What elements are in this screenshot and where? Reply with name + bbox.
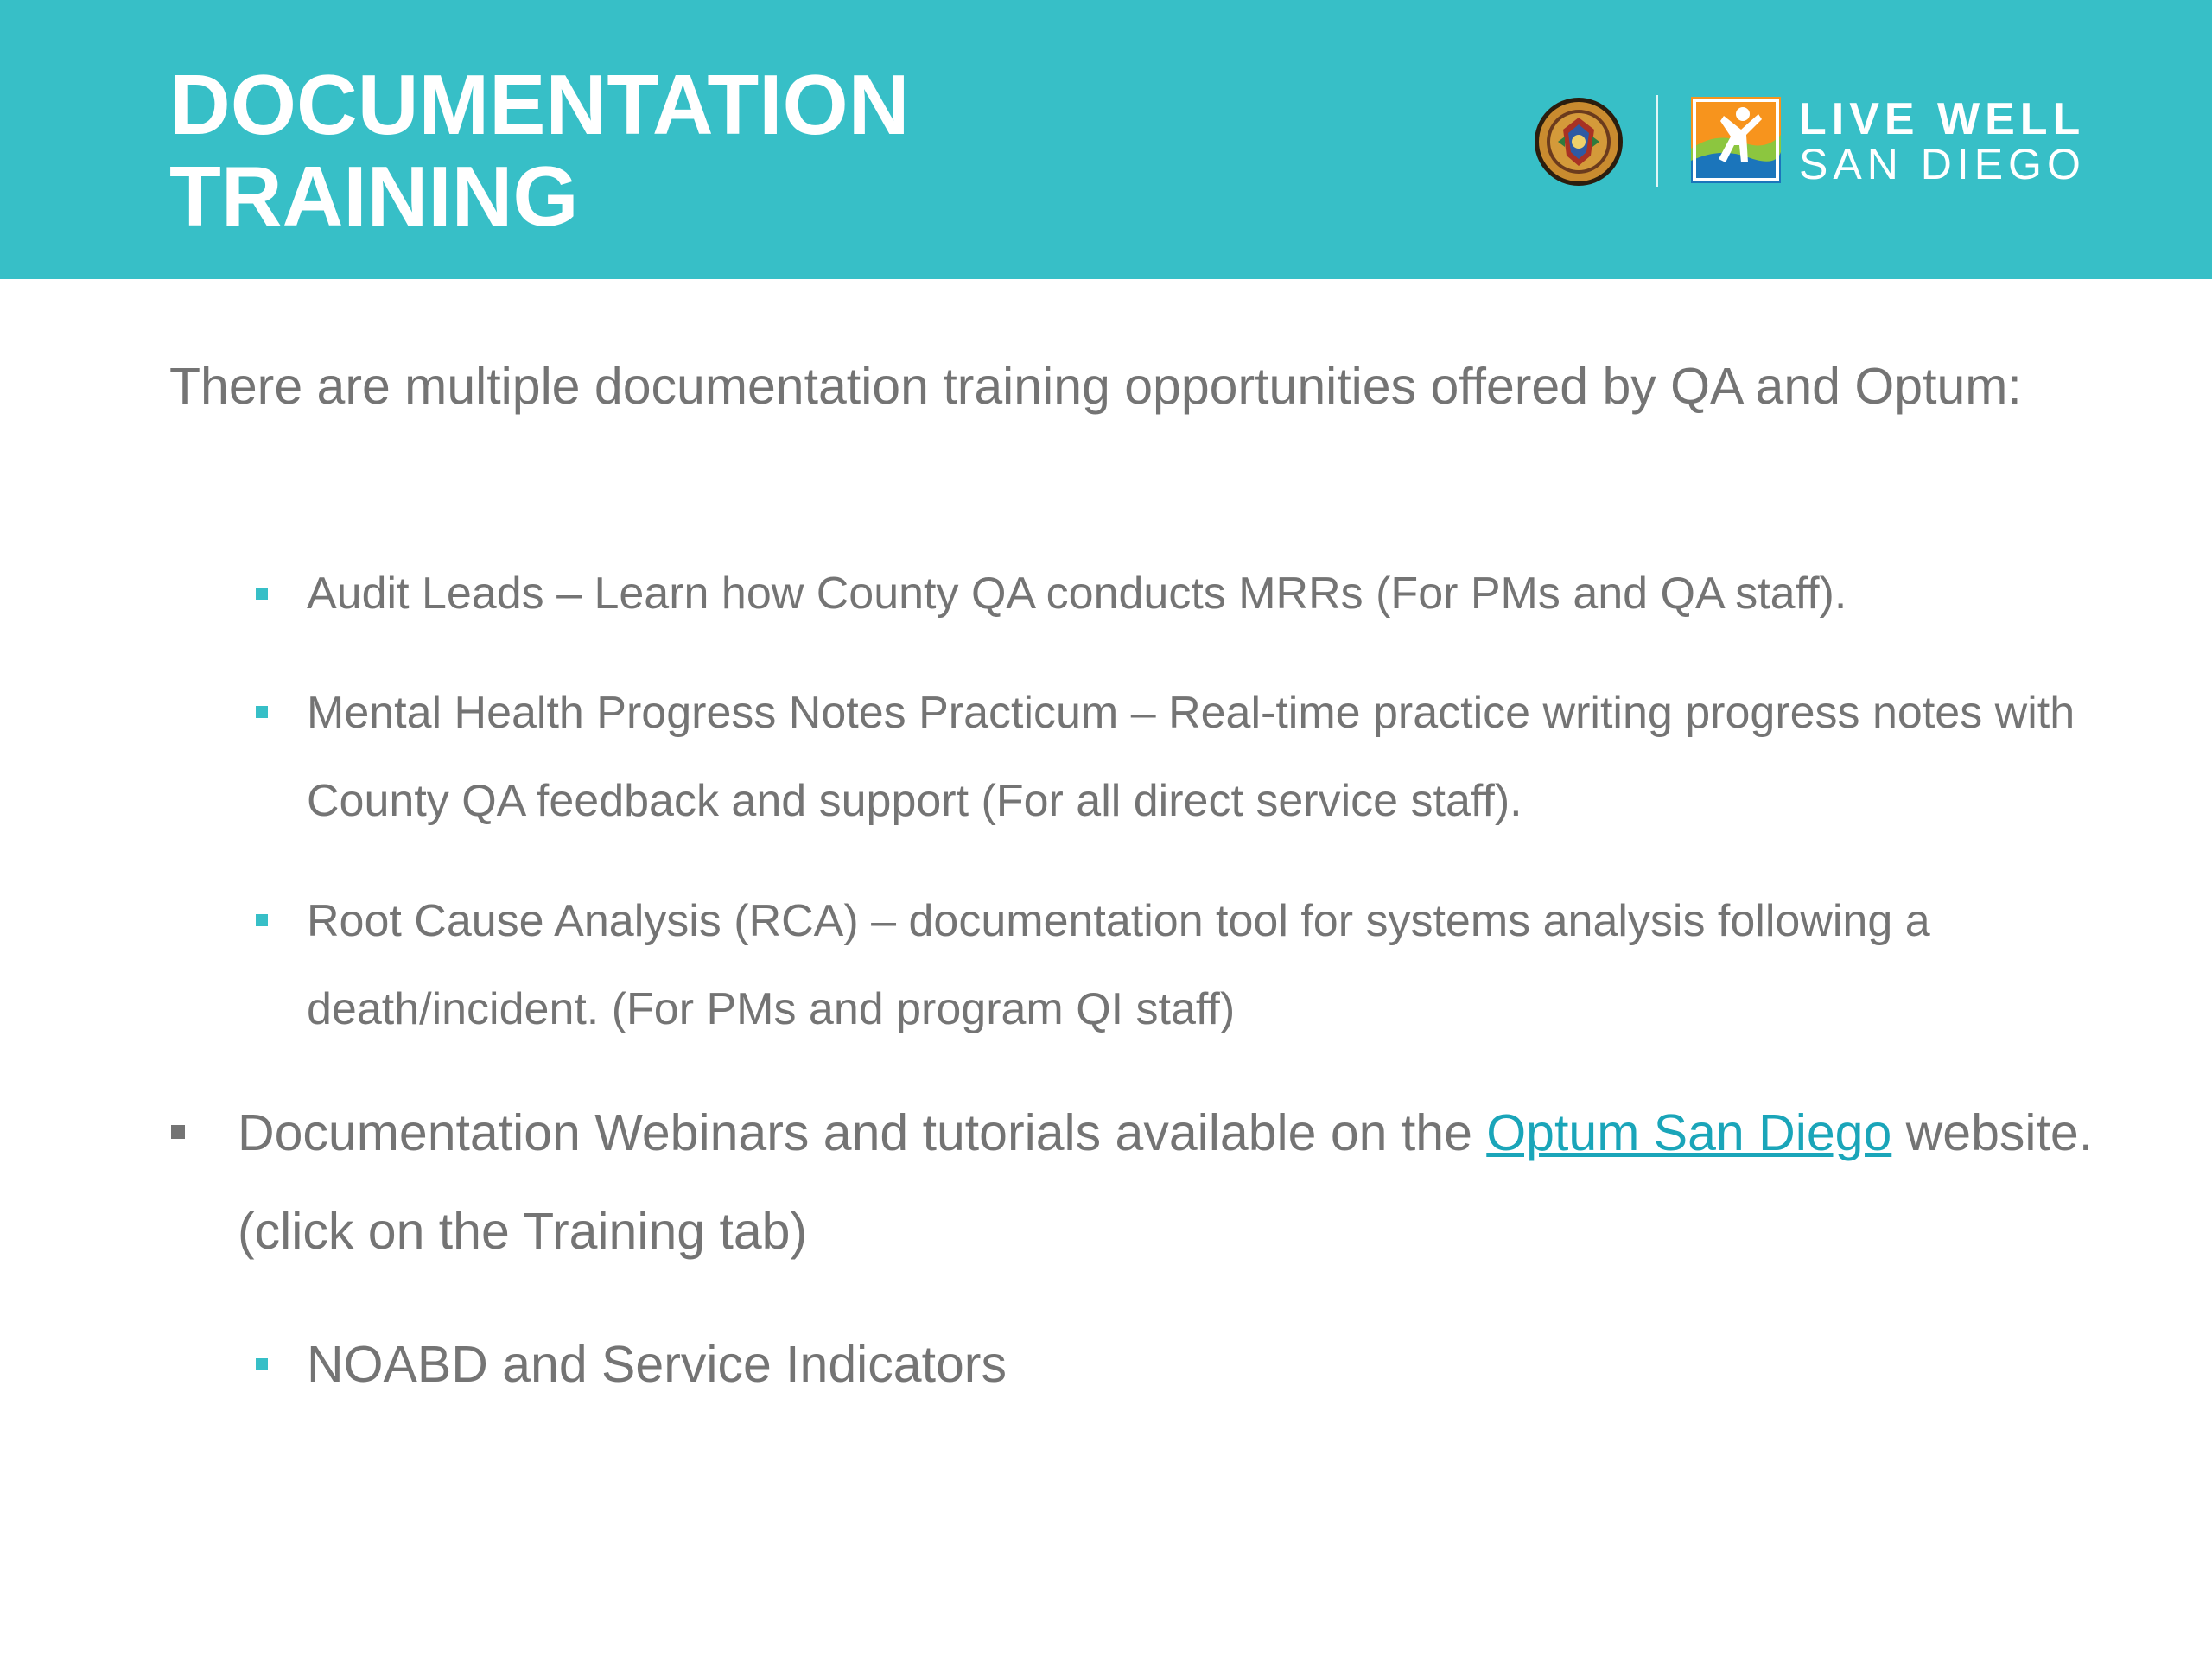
webinars-text-after-link: website. (click on the Training tab) [238, 1104, 2094, 1260]
optum-san-diego-link[interactable]: Optum San Diego [1486, 1104, 1892, 1161]
list-item-text: Mental Health Progress Notes Practicum – Real-time practice writing progress notes with County QA feedback and support (For all direct service staff). [307, 688, 2075, 826]
logo-text-line-2: SAN DIEGO [1799, 140, 2086, 188]
title-line-1: DOCUMENTATION [169, 57, 910, 152]
list-item-text [238, 1084, 2104, 1281]
square-bullet-icon [256, 588, 268, 600]
square-bullet-icon [256, 1358, 268, 1370]
title-line-2: TRAINING [169, 149, 579, 244]
list-item-text: NOABD and Service Indicators [307, 1336, 1007, 1393]
intro-paragraph: There are multiple documentation training opportunities offered by QA and Optum: [169, 358, 2022, 415]
list-item-text: Audit Leads – Learn how County QA conducts MRRs (For PMs and QA staff). [307, 569, 1847, 619]
list-item-text: Root Cause Analysis (RCA) – documentation tool for systems analysis following a death/incident. (For PMs and program QI staff) [307, 896, 1930, 1034]
square-bullet-icon [171, 1125, 185, 1139]
logo-text-line-1: LIVE WELL [1799, 94, 2086, 144]
square-bullet-icon [256, 706, 268, 718]
webinars-text-before-link: Documentation Webinars and tutorials available on the [238, 1104, 1487, 1161]
square-bullet-icon [256, 914, 268, 926]
